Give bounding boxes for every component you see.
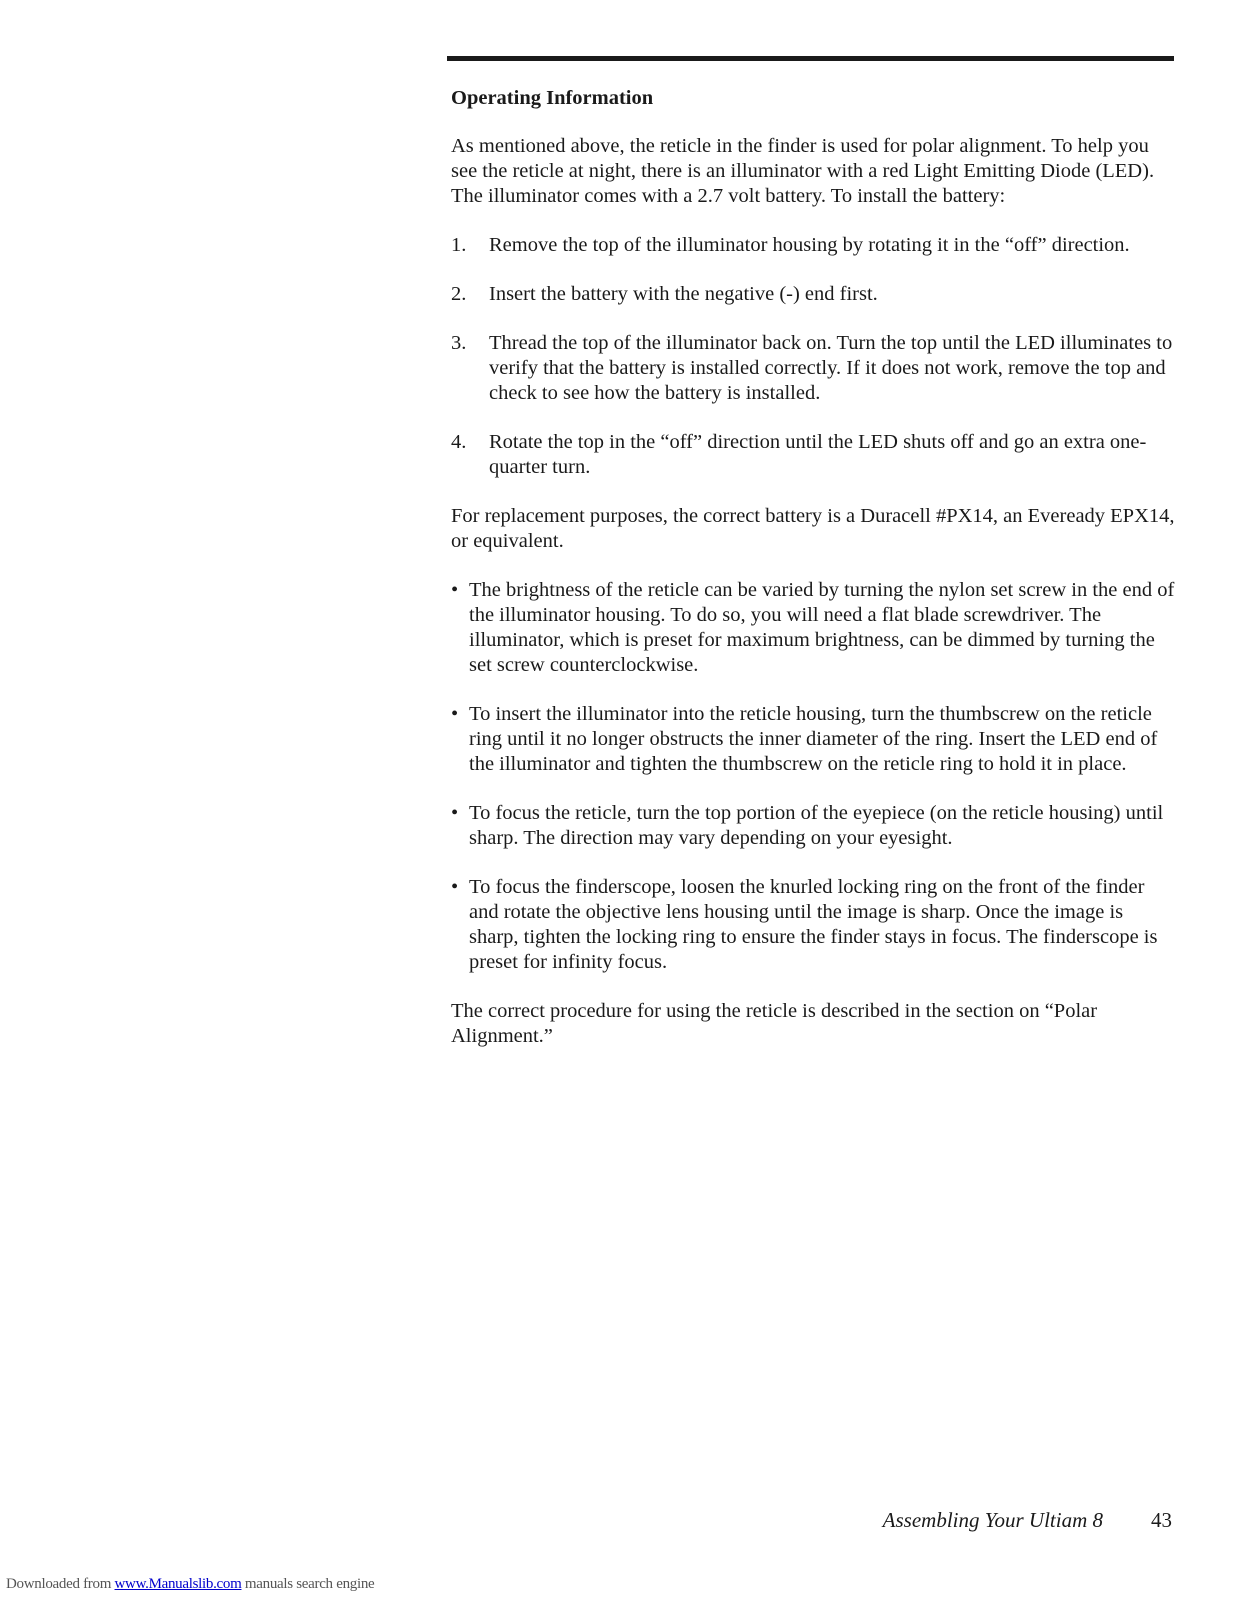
page-footer — [883, 1508, 1172, 1533]
manualslib-link[interactable]: www.Manualslib.com — [114, 1576, 242, 1592]
closing-paragraph: The correct procedure for using the reticle is described in the section on “Polar Alignment.” — [451, 1000, 1098, 1047]
bullet-text: The brightness of the reticle can be varied by turning the nylon set screw in the end of the illuminator housing. To do so, you will need a flat blade screwdriver. The illuminator, which is preset for maximum brightness, can be dimmed by turning the set screw counterclockwise. — [469, 579, 1175, 676]
step-number: 1. — [451, 234, 467, 256]
battery-steps-list — [451, 233, 1176, 480]
step-item — [451, 233, 1176, 258]
bullet-icon: • — [451, 802, 459, 824]
step-item — [451, 282, 1176, 307]
step-text: Thread the top of the illuminator back on. Turn the top until the LED illuminates to verify that the battery is installed correctly. If it does not work, remove the top and check to see how the battery is installed. — [489, 332, 1173, 404]
page-content — [451, 86, 1176, 1073]
bullet-item — [451, 578, 1176, 678]
tips-bullet-list — [451, 578, 1176, 975]
download-prefix: Downloaded from — [6, 1576, 115, 1592]
replacement-paragraph: For replacement purposes, the correct battery is a Duracell #PX14, an Eveready EPX14, or equivalent. — [451, 505, 1175, 552]
step-item — [451, 331, 1176, 406]
section-heading: Operating Information — [451, 87, 654, 109]
top-rule — [447, 56, 1174, 61]
bullet-icon: • — [451, 579, 459, 601]
step-text: Insert the battery with the negative (-) end first. — [489, 283, 878, 305]
download-notice — [6, 1576, 374, 1593]
step-item — [451, 430, 1176, 480]
page-number: 43 — [1151, 1508, 1172, 1532]
bullet-item — [451, 801, 1176, 851]
bullet-text: To insert the illuminator into the reticle housing, turn the thumbscrew on the reticle ring until it no longer obstructs the inner diameter of the ring. Insert the LED end of the illuminator and tighten the thumbscrew on the reticle ring to hold it in place. — [469, 703, 1158, 775]
bullet-text: To focus the finderscope, loosen the knurled locking ring on the front of the finder and rotate the objective lens housing until the image is sharp. Once the image is sharp, tighten the locking ring to ensure the finder stays in focus. The finderscope is preset for infinity focus. — [469, 876, 1158, 973]
bullet-text: To focus the reticle, turn the top portion of the eyepiece (on the reticle housing) until sharp. The direction may vary depending on your eyesight. — [469, 802, 1164, 849]
intro-paragraph: As mentioned above, the reticle in the finder is used for polar alignment. To help you see the reticle at night, there is an illuminator with a red Light Emitting Diode (LED). The illuminator comes with a 2.7 volt battery. To install the battery: — [451, 135, 1155, 207]
step-text: Remove the top of the illuminator housing by rotating it in the “off” direction. — [489, 234, 1130, 256]
bullet-icon: • — [451, 703, 459, 725]
step-number: 3. — [451, 332, 467, 354]
bullet-icon: • — [451, 876, 459, 898]
step-number: 2. — [451, 283, 467, 305]
bullet-item — [451, 875, 1176, 975]
download-suffix: manuals search engine — [241, 1576, 375, 1592]
footer-title: Assembling Your Ultiam 8 — [882, 1508, 1103, 1532]
step-text: Rotate the top in the “off” direction until the LED shuts off and go an extra one-quarter turn. — [489, 431, 1147, 478]
step-number: 4. — [451, 431, 467, 453]
bullet-item — [451, 702, 1176, 777]
